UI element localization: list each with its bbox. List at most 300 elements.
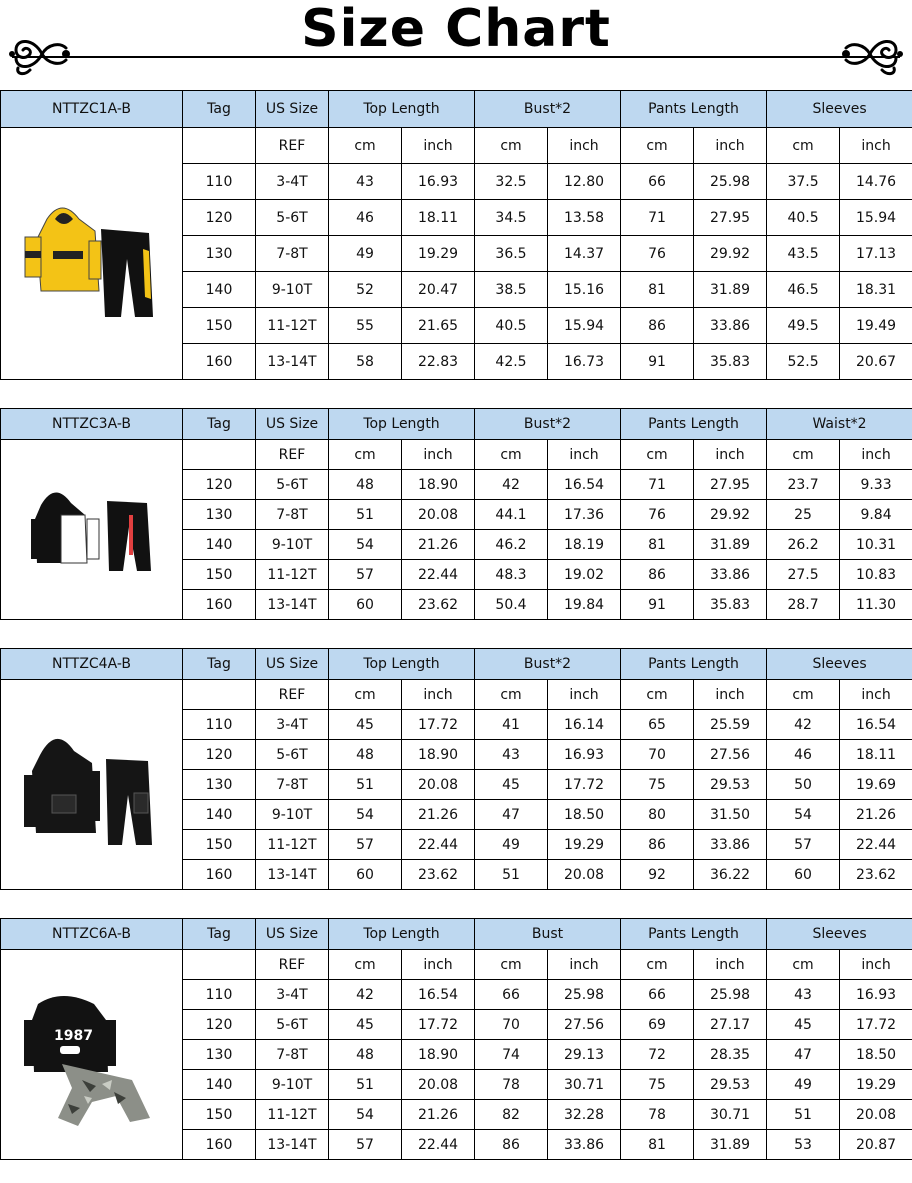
table-cell: 48.3 bbox=[475, 560, 548, 590]
page-title: Size Chart bbox=[301, 0, 611, 59]
size-table-section bbox=[0, 408, 912, 620]
table-cell: 13-14T bbox=[256, 590, 329, 620]
unit-label: inch bbox=[548, 950, 621, 980]
table-cell: 57 bbox=[329, 830, 402, 860]
unit-label: inch bbox=[840, 950, 912, 980]
table-cell: 11.30 bbox=[840, 590, 912, 620]
size-table bbox=[0, 918, 912, 1160]
table-cell: 11-12T bbox=[256, 560, 329, 590]
model-code: NTTZC1A-B bbox=[1, 91, 183, 128]
size-table bbox=[0, 648, 912, 890]
table-cell: 46.5 bbox=[767, 272, 840, 308]
table-cell: 14.37 bbox=[548, 236, 621, 272]
table-cell: 160 bbox=[183, 860, 256, 890]
table-cell: 120 bbox=[183, 740, 256, 770]
table-cell: 16.54 bbox=[840, 710, 912, 740]
table-cell: 15.16 bbox=[548, 272, 621, 308]
unit-row bbox=[1, 128, 912, 164]
unit-row bbox=[1, 950, 912, 980]
unit-label: inch bbox=[840, 680, 912, 710]
table-cell: 15.94 bbox=[548, 308, 621, 344]
table-cell: 25.98 bbox=[694, 164, 767, 200]
unit-label: inch bbox=[402, 680, 475, 710]
table-cell: 33.86 bbox=[694, 308, 767, 344]
table-cell: 5-6T bbox=[256, 200, 329, 236]
table-cell: 11-12T bbox=[256, 830, 329, 860]
table-cell: 150 bbox=[183, 1100, 256, 1130]
unit-label: inch bbox=[548, 128, 621, 164]
table-cell: 47 bbox=[767, 1040, 840, 1070]
table-cell: 5-6T bbox=[256, 470, 329, 500]
column-header: Sleeves bbox=[767, 919, 912, 950]
unit-label: inch bbox=[402, 440, 475, 470]
yellow-hoodie-outfit-icon bbox=[17, 179, 167, 329]
table-cell: 29.92 bbox=[694, 500, 767, 530]
table-cell: 23.7 bbox=[767, 470, 840, 500]
table-cell: 120 bbox=[183, 470, 256, 500]
table-cell: 60 bbox=[329, 860, 402, 890]
unit-label: cm bbox=[767, 680, 840, 710]
table-cell: 49.5 bbox=[767, 308, 840, 344]
table-cell: 23.62 bbox=[402, 590, 475, 620]
table-cell: 25.59 bbox=[694, 710, 767, 740]
table-cell: 51 bbox=[329, 1070, 402, 1100]
table-cell: 27.56 bbox=[548, 1010, 621, 1040]
column-header: Top Length bbox=[329, 409, 475, 440]
table-cell: 57 bbox=[767, 830, 840, 860]
table-cell: 43 bbox=[329, 164, 402, 200]
table-cell: 27.56 bbox=[694, 740, 767, 770]
unit-label: cm bbox=[621, 950, 694, 980]
table-cell: 27.5 bbox=[767, 560, 840, 590]
column-header: Sleeves bbox=[767, 649, 912, 680]
table-cell: 91 bbox=[621, 590, 694, 620]
table-cell: 10.31 bbox=[840, 530, 912, 560]
table-cell: 29.53 bbox=[694, 1070, 767, 1100]
table-cell: 19.29 bbox=[548, 830, 621, 860]
table-cell: 51 bbox=[329, 770, 402, 800]
table-cell: 40.5 bbox=[767, 200, 840, 236]
table-cell: 35.83 bbox=[694, 590, 767, 620]
table-cell: 27.17 bbox=[694, 1010, 767, 1040]
unit-label: cm bbox=[621, 128, 694, 164]
table-cell: 20.08 bbox=[402, 1070, 475, 1100]
table-cell: 150 bbox=[183, 560, 256, 590]
table-cell: 86 bbox=[475, 1130, 548, 1160]
table-cell: 19.29 bbox=[402, 236, 475, 272]
table-cell: 7-8T bbox=[256, 500, 329, 530]
table-cell: 130 bbox=[183, 500, 256, 530]
table-cell: 19.29 bbox=[840, 1070, 912, 1100]
table-cell: 22.44 bbox=[402, 560, 475, 590]
table-cell: 140 bbox=[183, 272, 256, 308]
header-row bbox=[1, 91, 912, 128]
table-cell: 65 bbox=[621, 710, 694, 740]
unit-label: cm bbox=[475, 950, 548, 980]
table-cell: 20.47 bbox=[402, 272, 475, 308]
image-print-text: 1987 bbox=[53, 1027, 93, 1044]
table-cell: 25.98 bbox=[548, 980, 621, 1010]
table-cell: 36.22 bbox=[694, 860, 767, 890]
table-cell: 52.5 bbox=[767, 344, 840, 380]
column-header: Pants Length bbox=[621, 91, 767, 128]
size-table bbox=[0, 90, 912, 380]
table-cell: 20.08 bbox=[840, 1100, 912, 1130]
table-cell: 28.7 bbox=[767, 590, 840, 620]
black-jacket-outfit-icon bbox=[22, 715, 162, 855]
header-row bbox=[1, 649, 912, 680]
model-code: NTTZC3A-B bbox=[1, 409, 183, 440]
table-cell: 17.13 bbox=[840, 236, 912, 272]
black-white-hoodie-outfit-icon bbox=[27, 475, 157, 585]
table-cell: 16.73 bbox=[548, 344, 621, 380]
unit-label: cm bbox=[621, 440, 694, 470]
table-cell: 52 bbox=[329, 272, 402, 308]
product-image bbox=[1, 440, 183, 620]
header-row bbox=[1, 919, 912, 950]
table-cell: 17.36 bbox=[548, 500, 621, 530]
unit-label: REF bbox=[256, 440, 329, 470]
table-cell: 66 bbox=[621, 164, 694, 200]
product-image bbox=[1, 680, 183, 890]
table-cell: 18.50 bbox=[548, 800, 621, 830]
unit-label: cm bbox=[475, 680, 548, 710]
unit-label: cm bbox=[329, 128, 402, 164]
unit-label: cm bbox=[329, 440, 402, 470]
table-cell: 51 bbox=[767, 1100, 840, 1130]
table-cell: 70 bbox=[621, 740, 694, 770]
table-cell: 23.62 bbox=[840, 860, 912, 890]
table-cell: 48 bbox=[329, 740, 402, 770]
column-header: Bust bbox=[475, 919, 621, 950]
table-cell: 82 bbox=[475, 1100, 548, 1130]
table-cell: 9-10T bbox=[256, 530, 329, 560]
table-cell: 74 bbox=[475, 1040, 548, 1070]
table-cell: 47 bbox=[475, 800, 548, 830]
table-cell: 54 bbox=[329, 800, 402, 830]
table-cell: 71 bbox=[621, 200, 694, 236]
table-cell: 45 bbox=[329, 710, 402, 740]
table-cell: 51 bbox=[475, 860, 548, 890]
page-header bbox=[0, 0, 912, 88]
table-cell: 38.5 bbox=[475, 272, 548, 308]
table-cell: 43 bbox=[767, 980, 840, 1010]
table-cell: 110 bbox=[183, 164, 256, 200]
table-cell: 19.69 bbox=[840, 770, 912, 800]
table-cell: 25.98 bbox=[694, 980, 767, 1010]
table-cell: 19.02 bbox=[548, 560, 621, 590]
table-cell: 110 bbox=[183, 980, 256, 1010]
table-cell: 19.49 bbox=[840, 308, 912, 344]
table-cell: 49 bbox=[767, 1070, 840, 1100]
table-cell: 76 bbox=[621, 236, 694, 272]
table-cell: 18.90 bbox=[402, 470, 475, 500]
column-header: Tag bbox=[183, 409, 256, 440]
table-cell: 3-4T bbox=[256, 164, 329, 200]
table-cell: 48 bbox=[329, 1040, 402, 1070]
table-cell: 18.50 bbox=[840, 1040, 912, 1070]
table-cell: 18.31 bbox=[840, 272, 912, 308]
table-cell: 160 bbox=[183, 590, 256, 620]
table-cell: 29.92 bbox=[694, 236, 767, 272]
column-header: Pants Length bbox=[621, 919, 767, 950]
table-cell: 28.35 bbox=[694, 1040, 767, 1070]
table-cell: 81 bbox=[621, 1130, 694, 1160]
table-cell: 37.5 bbox=[767, 164, 840, 200]
table-cell: 75 bbox=[621, 770, 694, 800]
table-cell: 160 bbox=[183, 1130, 256, 1160]
product-image bbox=[1, 950, 183, 1160]
table-cell: 22.44 bbox=[402, 1130, 475, 1160]
table-cell: 16.54 bbox=[548, 470, 621, 500]
table-cell: 42 bbox=[329, 980, 402, 1010]
table-cell: 69 bbox=[621, 1010, 694, 1040]
unit-label: cm bbox=[329, 680, 402, 710]
column-header: US Size bbox=[256, 409, 329, 440]
unit-label: inch bbox=[694, 128, 767, 164]
table-cell: 140 bbox=[183, 1070, 256, 1100]
table-cell: 9.84 bbox=[840, 500, 912, 530]
column-header: Top Length bbox=[329, 649, 475, 680]
table-cell: 14.76 bbox=[840, 164, 912, 200]
unit-label: inch bbox=[548, 440, 621, 470]
table-cell: 80 bbox=[621, 800, 694, 830]
table-cell: 25 bbox=[767, 500, 840, 530]
table-cell: 86 bbox=[621, 560, 694, 590]
table-cell: 20.67 bbox=[840, 344, 912, 380]
table-cell: 17.72 bbox=[840, 1010, 912, 1040]
table-cell: 29.53 bbox=[694, 770, 767, 800]
unit-label: inch bbox=[840, 440, 912, 470]
table-cell: 16.54 bbox=[402, 980, 475, 1010]
table-cell: 7-8T bbox=[256, 236, 329, 272]
unit-label: REF bbox=[256, 680, 329, 710]
table-cell: 70 bbox=[475, 1010, 548, 1040]
table-cell: 51 bbox=[329, 500, 402, 530]
unit-label: cm bbox=[767, 128, 840, 164]
table-cell: 40.5 bbox=[475, 308, 548, 344]
column-header: Bust*2 bbox=[475, 91, 621, 128]
column-header: Sleeves bbox=[767, 91, 912, 128]
column-header: Top Length bbox=[329, 91, 475, 128]
table-cell: 50 bbox=[767, 770, 840, 800]
table-cell: 31.50 bbox=[694, 800, 767, 830]
table-cell: 46.2 bbox=[475, 530, 548, 560]
table-cell: 49 bbox=[475, 830, 548, 860]
table-cell: 76 bbox=[621, 500, 694, 530]
table-cell: 19.84 bbox=[548, 590, 621, 620]
table-cell: 120 bbox=[183, 1010, 256, 1040]
header-row bbox=[1, 409, 912, 440]
table-cell: 72 bbox=[621, 1040, 694, 1070]
table-cell: 86 bbox=[621, 830, 694, 860]
table-cell: 17.72 bbox=[402, 710, 475, 740]
table-cell: 46 bbox=[767, 740, 840, 770]
table-cell: 58 bbox=[329, 344, 402, 380]
empty-cell bbox=[183, 440, 256, 470]
table-cell: 44.1 bbox=[475, 500, 548, 530]
table-cell: 60 bbox=[767, 860, 840, 890]
table-cell: 49 bbox=[329, 236, 402, 272]
table-cell: 57 bbox=[329, 560, 402, 590]
table-cell: 16.14 bbox=[548, 710, 621, 740]
unit-label: inch bbox=[402, 128, 475, 164]
table-cell: 17.72 bbox=[402, 1010, 475, 1040]
table-cell: 21.26 bbox=[402, 530, 475, 560]
table-cell: 18.19 bbox=[548, 530, 621, 560]
table-cell: 16.93 bbox=[840, 980, 912, 1010]
empty-cell bbox=[183, 128, 256, 164]
table-cell: 160 bbox=[183, 344, 256, 380]
table-cell: 11-12T bbox=[256, 308, 329, 344]
table-cell: 48 bbox=[329, 470, 402, 500]
table-cell: 27.95 bbox=[694, 200, 767, 236]
table-cell: 42 bbox=[475, 470, 548, 500]
table-cell: 130 bbox=[183, 770, 256, 800]
column-header: Tag bbox=[183, 91, 256, 128]
table-cell: 26.2 bbox=[767, 530, 840, 560]
table-cell: 55 bbox=[329, 308, 402, 344]
table-cell: 33.86 bbox=[548, 1130, 621, 1160]
unit-label: cm bbox=[767, 440, 840, 470]
table-cell: 20.08 bbox=[402, 500, 475, 530]
table-cell: 91 bbox=[621, 344, 694, 380]
table-cell: 53 bbox=[767, 1130, 840, 1160]
unit-label: REF bbox=[256, 950, 329, 980]
table-cell: 13.58 bbox=[548, 200, 621, 236]
table-cell: 9-10T bbox=[256, 800, 329, 830]
table-cell: 16.93 bbox=[548, 740, 621, 770]
column-header: US Size bbox=[256, 91, 329, 128]
table-cell: 45 bbox=[329, 1010, 402, 1040]
table-cell: 17.72 bbox=[548, 770, 621, 800]
table-cell: 78 bbox=[621, 1100, 694, 1130]
table-cell: 31.89 bbox=[694, 530, 767, 560]
table-cell: 36.5 bbox=[475, 236, 548, 272]
table-cell: 20.08 bbox=[402, 770, 475, 800]
size-table-section bbox=[0, 648, 912, 890]
column-header: Bust*2 bbox=[475, 649, 621, 680]
unit-label: cm bbox=[767, 950, 840, 980]
table-cell: 54 bbox=[329, 530, 402, 560]
table-cell: 13-14T bbox=[256, 344, 329, 380]
table-cell: 20.87 bbox=[840, 1130, 912, 1160]
table-cell: 3-4T bbox=[256, 980, 329, 1010]
table-cell: 130 bbox=[183, 236, 256, 272]
table-cell: 31.89 bbox=[694, 1130, 767, 1160]
table-cell: 11-12T bbox=[256, 1100, 329, 1130]
unit-label: inch bbox=[840, 128, 912, 164]
unit-label: inch bbox=[402, 950, 475, 980]
table-cell: 86 bbox=[621, 308, 694, 344]
table-cell: 42.5 bbox=[475, 344, 548, 380]
table-cell: 35.83 bbox=[694, 344, 767, 380]
table-cell: 33.86 bbox=[694, 830, 767, 860]
table-cell: 43 bbox=[475, 740, 548, 770]
unit-label: inch bbox=[694, 680, 767, 710]
table-cell: 110 bbox=[183, 710, 256, 740]
unit-row bbox=[1, 680, 912, 710]
unit-label: cm bbox=[475, 128, 548, 164]
unit-label: cm bbox=[621, 680, 694, 710]
table-cell: 9-10T bbox=[256, 1070, 329, 1100]
column-header: Waist*2 bbox=[767, 409, 912, 440]
table-cell: 32.5 bbox=[475, 164, 548, 200]
table-cell: 21.26 bbox=[840, 800, 912, 830]
unit-label: cm bbox=[475, 440, 548, 470]
table-cell: 54 bbox=[767, 800, 840, 830]
table-cell: 5-6T bbox=[256, 740, 329, 770]
table-cell: 29.13 bbox=[548, 1040, 621, 1070]
table-cell: 150 bbox=[183, 308, 256, 344]
table-cell: 22.83 bbox=[402, 344, 475, 380]
unit-label: inch bbox=[694, 950, 767, 980]
table-cell: 21.26 bbox=[402, 1100, 475, 1130]
model-code: NTTZC4A-B bbox=[1, 649, 183, 680]
column-header: US Size bbox=[256, 919, 329, 950]
table-cell: 18.11 bbox=[840, 740, 912, 770]
table-cell: 81 bbox=[621, 530, 694, 560]
table-cell: 46 bbox=[329, 200, 402, 236]
empty-cell bbox=[183, 950, 256, 980]
table-cell: 78 bbox=[475, 1070, 548, 1100]
table-cell: 57 bbox=[329, 1130, 402, 1160]
flourish-ornament-icon bbox=[840, 26, 904, 82]
table-cell: 27.95 bbox=[694, 470, 767, 500]
model-code: NTTZC6A-B bbox=[1, 919, 183, 950]
table-cell: 75 bbox=[621, 1070, 694, 1100]
column-header: Bust*2 bbox=[475, 409, 621, 440]
table-cell: 9-10T bbox=[256, 272, 329, 308]
table-cell: 92 bbox=[621, 860, 694, 890]
table-cell: 5-6T bbox=[256, 1010, 329, 1040]
table-cell: 66 bbox=[621, 980, 694, 1010]
table-cell: 71 bbox=[621, 470, 694, 500]
table-cell: 21.26 bbox=[402, 800, 475, 830]
table-cell: 50.4 bbox=[475, 590, 548, 620]
unit-row bbox=[1, 440, 912, 470]
table-cell: 3-4T bbox=[256, 710, 329, 740]
table-cell: 7-8T bbox=[256, 1040, 329, 1070]
unit-label: inch bbox=[694, 440, 767, 470]
table-cell: 31.89 bbox=[694, 272, 767, 308]
table-cell: 13-14T bbox=[256, 1130, 329, 1160]
product-image bbox=[1, 128, 183, 380]
table-cell: 30.71 bbox=[548, 1070, 621, 1100]
table-cell: 20.08 bbox=[548, 860, 621, 890]
table-cell: 66 bbox=[475, 980, 548, 1010]
size-table-section bbox=[0, 918, 912, 1160]
table-cell: 42 bbox=[767, 710, 840, 740]
table-cell: 130 bbox=[183, 1040, 256, 1070]
camo-outfit-icon bbox=[22, 980, 162, 1130]
column-header: Pants Length bbox=[621, 409, 767, 440]
empty-cell bbox=[183, 680, 256, 710]
table-cell: 22.44 bbox=[840, 830, 912, 860]
table-cell: 41 bbox=[475, 710, 548, 740]
table-cell: 15.94 bbox=[840, 200, 912, 236]
table-cell: 21.65 bbox=[402, 308, 475, 344]
column-header: US Size bbox=[256, 649, 329, 680]
table-cell: 60 bbox=[329, 590, 402, 620]
unit-label: REF bbox=[256, 128, 329, 164]
table-cell: 18.11 bbox=[402, 200, 475, 236]
table-cell: 150 bbox=[183, 830, 256, 860]
table-cell: 140 bbox=[183, 530, 256, 560]
table-cell: 16.93 bbox=[402, 164, 475, 200]
table-cell: 33.86 bbox=[694, 560, 767, 590]
column-header: Tag bbox=[183, 649, 256, 680]
